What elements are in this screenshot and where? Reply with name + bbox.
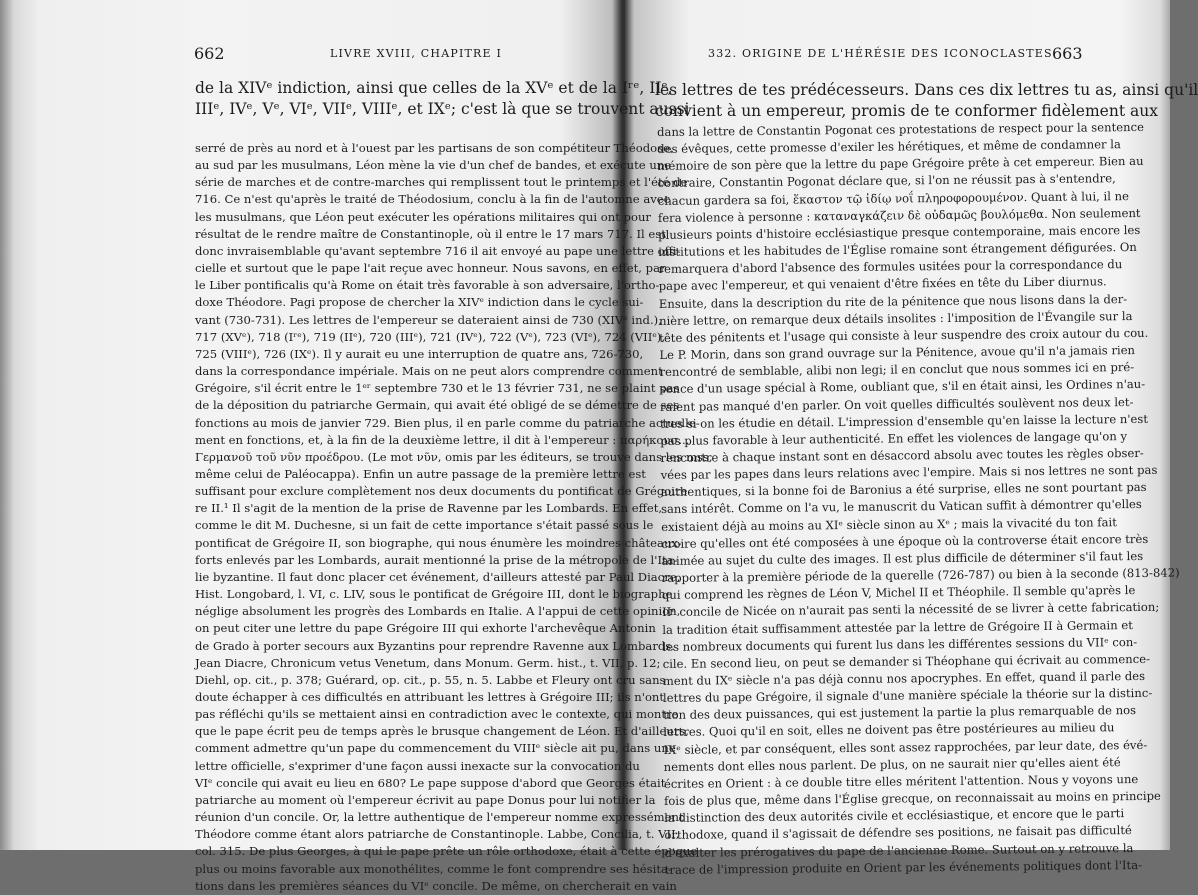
footnote-line: rapporter à la première période de la querelle (726-787) ou bien à la seconde (813-842) <box>661 565 1180 586</box>
footnote-line: patriarche au moment où l'empereur écrivit au pape Donus pour lui notifier la <box>195 792 656 807</box>
footnote-line: lettres du pape Grégoire, il signale d'une manière spéciale la théorie sur la distinc- <box>662 686 1153 706</box>
footnote-line: existaient déjà au moins au XIᵉ siècle sinon au Xᵉ ; mais la vivacité du ton fait <box>661 514 1117 534</box>
footnote-line: comment admettre qu'un pape du commencement du VIIIᵉ siècle ait pu, dans une <box>195 741 676 756</box>
main-text-line: les lettres de tes prédécesseurs. Dans ces dix lettres tu as, ainsi qu'il <box>655 81 1198 99</box>
footnote-line: d'exalter les prérogatives du pape de l'ancienne Rome. Surtout on y retrouve la <box>664 840 1134 860</box>
footnote-line: comme le dit M. Duchesne, si un fait de cette importance s'était passé sous le <box>195 518 654 533</box>
footnote-line: Le P. Morin, dans son grand ouvrage sur la Pénitence, avoue qu'il n'a jamais rien <box>659 343 1136 363</box>
footnote-line: mémoire de son père que la lettre du pape Grégoire prête à cet empereur. Bien au <box>657 154 1144 174</box>
footnote-line: que le pape écrit peu de temps après le brusque changement de Léon. Et d'ailleurs, <box>195 724 689 739</box>
footnote-line: écrites en Orient : à ce double titre elles méritent l'attention. Nous y voyons une <box>663 771 1139 791</box>
footnote-line: réunion d'un concile. Or, la lettre authentique de l'empereur nomme expressément <box>195 810 684 825</box>
footnote-line: rencontré de semblable, alibi non legi; il en conclut que nous sommes ici en pré- <box>659 360 1135 380</box>
footnote-line: sans intérêt. Comme on l'a vu, le manuscrit du Vatican suffit à démontrer qu'elles <box>660 497 1142 517</box>
footnote-line: Ensuite, dans la description du rite de la pénitence que nous lisons dans la der- <box>658 291 1128 311</box>
footnote-line: résultat de le rendre maître de Constantinople, où il entre le 17 mars 717. Il est <box>195 226 666 241</box>
footnote-line: fois de plus que, même dans l'Église grecque, on reconnaissait au moins en principe <box>664 788 1161 809</box>
footnote-line: lie byzantine. Il faut donc placer cet événement, d'ailleurs attesté par Paul Diacre, <box>195 569 681 584</box>
main-text <box>195 78 690 120</box>
footnote-line: re II.¹ Il s'agit de la mention de la prise de Ravenne par les Lombards. En effet, <box>195 501 663 516</box>
footnote-line: contraire, Constantin Pogonat déclare que, si l'on ne réussit pas à s'entendre, <box>657 171 1116 191</box>
footnote-line: serré de près au nord et à l'ouest par les partisans de son compétiteur Théodose, <box>195 141 674 155</box>
footnote-line: plusieurs points d'histoire ecclésiastique presque contemporaine, mais encore les <box>658 222 1141 242</box>
footnote-line: 725 (VIIIᵉ), 726 (IXᵉ). Il y aurait eu une interruption de quatre ans, 726-730, <box>195 346 644 361</box>
footnote-line: lettres. Quoi qu'il en soit, elles ne doivent pas être postérieures au milieu du <box>663 720 1115 740</box>
footnote-line: lettre officielle, s'exprimer d'une façon aussi inexacte sur la convocation du <box>195 758 640 773</box>
footnote-line: ment du IXᵉ siècle n'a pas déjà connu nos apocryphes. En effet, quand il parle des <box>662 668 1146 688</box>
footnote-line: fonctions au mois de janvier 729. Bien plus, il en parle comme du patriarche actuelle- <box>195 415 700 430</box>
footnote-line: pas réfléchi qu'ils se mettaient ainsi en contradiction avec le contexte, qui montre <box>195 707 679 722</box>
footnote-line: animée au sujet du culte des images. Il est plus difficile de déterminer s'il faut les <box>661 548 1144 568</box>
footnote-line: pontificat de Grégoire II, son biographe, qui nous énumère les moindres châteaux- <box>195 535 682 550</box>
footnote-line: pas plus favorable à leur authenticité. En effet les violences de langage qu'on y <box>660 428 1128 448</box>
running-head: 332. ORIGINE DE L'HÉRÉSIE DES ICONOCLASTES <box>708 47 1053 60</box>
footnote-line: trace de l'impression produite en Orient par les événements politiques dont l'Ita- <box>664 857 1143 877</box>
footnote-line: cile. En second lieu, on peut se demander si Théophane qui écrivait au commence- <box>662 651 1151 671</box>
footnote-line: doute échapper à ces difficultés en attribuant les lettres à Grégoire III; ils n'ont <box>195 690 665 704</box>
footnote-text <box>657 119 1180 879</box>
footnote-line: authentiques, si la bonne foi de Baronius a été surprise, elles ne sont pourtant pas <box>660 480 1147 500</box>
footnote-line: pape avec l'empereur, et qui venaient d'être fixées en tête du Liber diurnus. <box>658 274 1107 294</box>
footnote-line: orthodoxe, quand il s'agissait de défendre ses positions, ne faisait pas difficulté <box>664 823 1132 843</box>
footnote-line: tions dans les premières séances du VIᵉ concile. De même, on chercherait en vain <box>195 878 677 893</box>
footnote-line: Diehl, op. cit., p. 378; Guérard, op. cit., p. 55, n. 5. Labbe et Fleury ont cru sans <box>195 672 666 687</box>
footnote-line: tres si on les étudie en détail. L'impression d'ensemble qu'en laisse la lecture n'est <box>660 411 1149 431</box>
footnote-line: le Liber pontificalis qu'à Rome on était très favorable à son adversaire, l'ortho- <box>195 278 660 293</box>
footnote-line: donc invraisemblable qu'avant septembre 716 il ait envoyé au pape une lettre offi- <box>195 243 681 258</box>
main-text-line: IIIᵉ, IVᵉ, Vᵉ, VIᵉ, VIIᵉ, VIIIᵉ, et IXᵉ; c'est là que se trouvent aussi <box>195 100 690 118</box>
footnote-line: IXᵉ siècle, et par conséquent, elles sont assez rapprochées, par leur date, des évé- <box>663 737 1148 757</box>
footnote-line: même celui de Paléocappa). Enfin un autre passage de la première lettre est <box>195 466 646 481</box>
footnote-line: tion des deux puissances, qui est justement la partie la plus remarquable de nos <box>663 703 1137 723</box>
footnote-line: nière lettre, on remarque deux détails insolites : l'imposition de l'Évangile sur la <box>658 308 1133 328</box>
page-number: 663 <box>1052 44 1083 63</box>
footnote-line: col. 315. De plus Georges, à qui le pape prête un rôle orthodoxe, était à cette époque <box>195 844 698 859</box>
footnote-line: rencontre à chaque instant sont en désaccord absolu avec toutes les règles obser- <box>660 445 1144 465</box>
footnote-line: nements dont elles nous parlent. De plus, on ne saurait nier qu'elles aient été <box>663 754 1121 774</box>
footnote-line: sence d'un usage spécial à Rome, oubliant que, s'il en était ainsi, les Ordines n'au- <box>659 377 1146 397</box>
footnote-line: suffisant pour exclure complètement nos deux documents du pontificat de Grégoire <box>195 484 688 499</box>
footnote-text <box>195 140 713 895</box>
footnote-line: Jean Diacre, Chronicum vetus Venetum, dans Monum. Germ. hist., t. VII, p. 12; <box>195 655 661 670</box>
right-page <box>624 0 1198 877</box>
footnote-line: tête des pénitents et l'usage qui consiste à leur suspendre des croix autour du cou. <box>659 325 1149 345</box>
page-number: 662 <box>194 44 225 63</box>
footnote-line: la distinction des deux autorités civile et ecclésiastique, et encore que le parti <box>664 806 1125 826</box>
main-text-line: convient à un empereur, promis de te conformer fidèlement aux <box>655 102 1158 120</box>
footnote-line: croire qu'elles ont été composées à une époque où la controverse était encore très <box>661 531 1149 551</box>
footnote-line: ment en fonctions, et, à la fin de la deuxième lettre, il dit à l'empereur : παρήκουσ... <box>195 432 690 447</box>
footnote-line: les nombreux documents qui furent lus dans les différentes sessions du VIIᵉ con- <box>662 634 1138 654</box>
footnote-line: 716. Ce n'est qu'après le traité de Théodosium, conclu à la fin de l'automne avec <box>195 192 671 207</box>
footnote-line: 717 (XVᵉ), 718 (Iʳᵉ), 719 (IIᵉ), 720 (IIIᵉ), 721 (IVᵉ), 722 (Vᵉ), 723 (VIᵉ), 724 (VIIᵉ), <box>195 329 666 344</box>
footnote-line: néglige absolument les progrès des Lombards en Italie. A l'appui de cette opinion, <box>195 604 681 619</box>
footnote-line: dans la correspondance impériale. Mais on ne peut alors comprendre comment <box>195 364 663 379</box>
footnote-line: vant (730-731). Les lettres de l'empereur se dateraient ainsi de 730 (XIVᵉ ind.), <box>195 312 662 327</box>
footnote-line: qui comprend les règnes de Léon V, Michel II et Théophile. Il semble qu'après le <box>661 583 1136 603</box>
footnote-line: doxe Théodore. Pagi propose de chercher la XIVᵉ indiction dans le cycle sui- <box>195 295 644 310</box>
footnote-line: de Grado à porter secours aux Byzantins pour reprendre Ravenne aux Lombards. <box>195 638 675 653</box>
footnote-line: dans la lettre de Constantin Pogonat ces protestations de respect pour la sentence <box>657 119 1144 139</box>
footnote-line: chacun gardera sa foi, ἕκαστον τῷ ἰδίῳ νοΐ πληροφορουμένον. Quant à lui, il ne <box>657 188 1130 208</box>
footnote-line: Hist. Longobard, l. VI, c. LIV, sous le pontificat de Grégoire III, dont le biographe <box>195 587 673 602</box>
main-text-line: de la XIVᵉ indiction, ainsi que celles de la XVᵉ et de la Iʳᵉ, IIᵉ, <box>195 79 673 97</box>
footnote-line: raient pas manqué d'en parler. On voit quelles difficultés soulèvent nos deux let- <box>659 394 1134 414</box>
footnote-line: Γερμανοῦ τοῦ νῦν προέδρου. (Le mot νῦν, omis par les éditeurs, se trouve dans les mss, <box>195 449 713 464</box>
main-text <box>655 80 1198 122</box>
footnote-line: les musulmans, que Léon peut exécuter les opérations militaires qui ont pour <box>195 209 651 224</box>
footnote-line: la tradition était suffisamment attestée par la lettre de Grégoire II à Germain et <box>662 617 1133 637</box>
footnote-line: plus ou moins favorable aux monothélites, comme le font comprendre ses hésita- <box>195 861 672 876</box>
footnote-line: remarquera d'abord l'absence des formules usitées pour la correspondance du <box>658 257 1123 277</box>
footnote-line: Théodore comme étant alors patriarche de Constantinople. Labbe, Concilia, t. VII, <box>195 827 680 842</box>
footnote-line: vées par les papes dans leurs relations avec l'empire. Mais si nos lettres ne sont pas <box>660 462 1158 483</box>
footnote-line: série de marches et de contre-marches qui remplissent tout le printemps et l'été de <box>195 175 688 190</box>
footnote-line: cielle et surtout que le pape l'ait reçue avec honneur. Nous savons, en effet, par <box>195 261 666 276</box>
footnote-line: Grégoire, s'il écrit entre le 1ᵉʳ septembre 730 et le 13 février 731, ne se plaint pas <box>195 381 680 396</box>
footnote-line: IIᵉ concile de Nicée on n'aurait pas senti la nécessité de se livrer à cette fabrication; <box>662 600 1160 620</box>
footnote-line: on peut citer une lettre du pape Grégoire III qui exhorte l'archevêque Antonin <box>195 621 656 636</box>
footnote-line: forts enlevés par les Lombards, aurait mentionné la prise de la métropole de l'Ita- <box>195 552 678 567</box>
footnote-line: des évêques, cette promesse d'exiler les hérétiques, et même de condamner la <box>657 137 1121 157</box>
footnote-line: fera violence à personne : καταναγκάζειν δὲ οὐδαμῶς βουλόμεθα. Non seulement <box>657 205 1141 225</box>
footnote-line: VIᵉ concile qui avait eu lieu en 680? Le pape suppose d'abord que Georges était <box>195 775 666 790</box>
footnote-line: de la déposition du patriarche Germain, qui avait été obligé de se démettre de ses <box>195 398 680 413</box>
footnote-line: institutions et les habitudes de l'Église romaine sont étrangement défigurées. On <box>658 240 1137 260</box>
running-head: LIVRE XVIII, CHAPITRE I <box>330 47 502 60</box>
footnote-line: au sud par les musulmans, Léon mène la vie d'un chef de bandes, et exécute une <box>195 158 672 173</box>
